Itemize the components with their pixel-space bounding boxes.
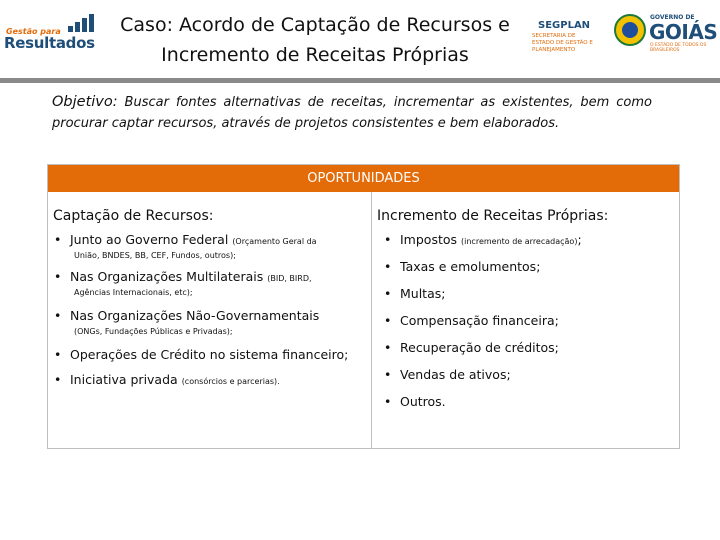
objective-label: Objetivo: [52,94,118,110]
item-sub: Agências Internacionais, etc); [74,288,193,297]
goias-motto-text: O ESTADO DE TODOS OS BRASILEIROS [650,43,707,53]
list-item: • Operações de Crédito no sistema financeiro; [54,347,349,362]
captacao-column [48,192,372,448]
objective-text: Buscar fontes alternativas de receitas, incrementar as existentes, bem como procurar captar recursos, através de projetos consistentes e bem elaborados. [52,95,652,131]
gestao-para-resultados-logo [4,14,96,52]
objective-paragraph [52,92,652,134]
list-item: • Vendas de ativos; [384,367,511,382]
item-note: (Orçamento Geral da [232,237,317,246]
segplan-subtitle: SECRETARIA DE ESTADO DE GESTÃO E PLANEJAMENTO [532,33,593,53]
item-tail: ; [577,232,582,247]
item-main: Nas Organizações Não-Governamentais [70,308,320,323]
governo-goias-logo [614,14,718,53]
logo-big-text: Resultados [4,34,95,52]
item-note: (consórcios e parcerias). [181,377,280,386]
goias-state-text: GOIÁS [649,20,718,44]
slide-header [0,0,720,78]
title-line-2: Incremento de Receitas Próprias [161,44,469,66]
incremento-title: Incremento de Receitas Próprias: [377,208,609,224]
item-note: (BID, BIRD, [267,274,312,283]
item-main: Recuperação de créditos; [400,340,559,355]
list-item: • Iniciativa privada (consórcios e parcerias). [54,372,280,387]
segplan-logo [530,20,594,53]
item-note: (incremento de arrecadação) [461,237,578,246]
item-sub: União, BNDES, BB, CEF, Fundos, outros); [74,251,236,260]
goias-gov-text: GOVERNO DE [650,14,695,21]
state-emblem-icon [614,14,646,46]
list-item: • Impostos (incremento de arrecadação); [384,232,582,247]
item-main: Impostos [400,232,458,247]
opportunities-header: OPORTUNIDADES [48,165,679,192]
opportunities-table [47,164,680,449]
list-item: • Nas Organizações Multilaterais (BID, BIRD, Agências Internacionais, etc); [54,269,364,299]
item-main: Junto ao Governo Federal [70,232,229,247]
item-main: Operações de Crédito no sistema financeiro; [70,347,349,362]
list-item: • Taxas e emolumentos; [384,259,541,274]
item-main: Outros. [400,394,446,409]
item-main: Iniciativa privada [70,372,178,387]
list-item: • Nas Organizações Não-Governamentais (ONGs, Fundações Públicas e Privadas); [54,308,364,338]
incremento-column [372,192,679,448]
bar-chart-icon [68,14,94,32]
list-item: • Outros. [384,394,446,409]
header-divider [0,78,720,83]
list-item: • Compensação financeira; [384,313,559,328]
list-item: • Junto ao Governo Federal (Orçamento Geral da União, BNDES, BB, CEF, Fundos, outros); [54,232,364,262]
item-sub: (ONGs, Fundações Públicas e Privadas); [74,327,233,336]
item-main: Multas; [400,286,446,301]
list-item: • Multas; [384,286,446,301]
item-main: Taxas e emolumentos; [400,259,541,274]
logo-small-text: Gestão para [6,27,61,36]
title-line-1: Caso: Acordo de Captação de Recursos e [120,14,510,36]
captacao-title: Captação de Recursos: [53,208,214,224]
item-main: Compensação financeira; [400,313,559,328]
slide-title [100,10,530,70]
segplan-name: SEGPLAN [538,20,591,31]
item-main: Vendas de ativos; [400,367,511,382]
item-main: Nas Organizações Multilaterais [70,269,264,284]
list-item: • Recuperação de créditos; [384,340,559,355]
